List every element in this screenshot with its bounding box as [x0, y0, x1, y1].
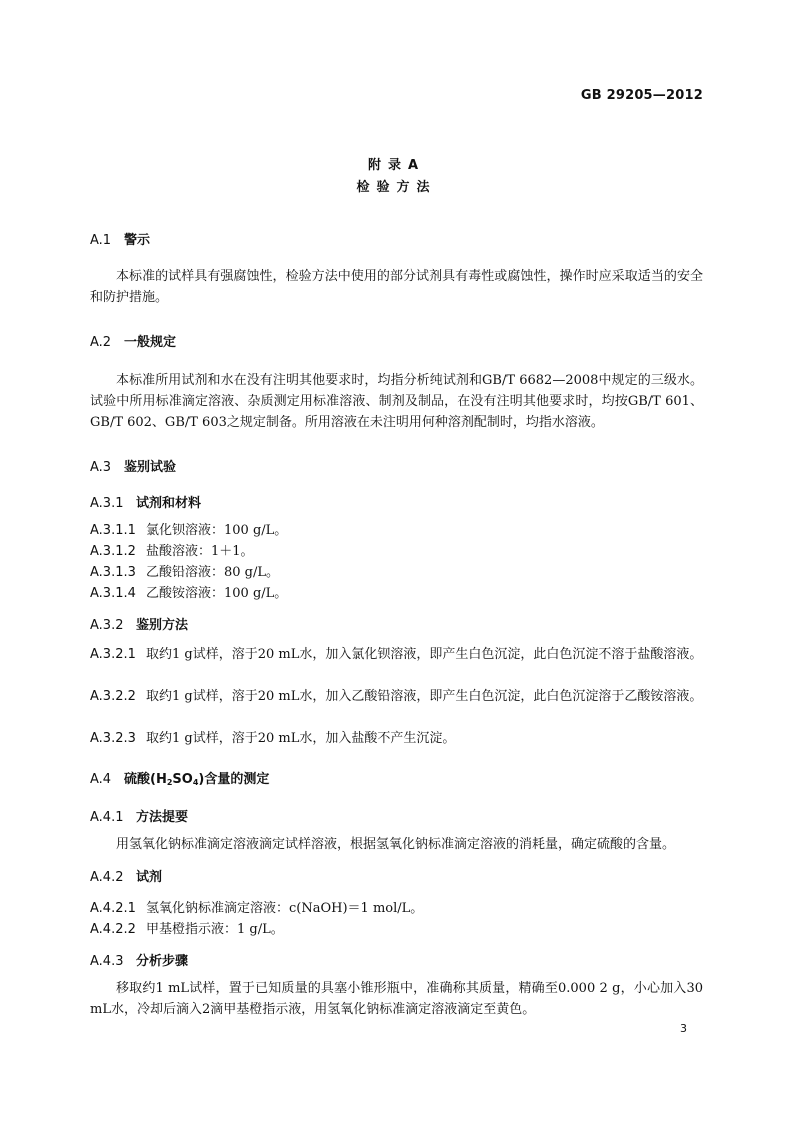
list-item: A.3.2.1 取约1 g试样，溶于20 mL水，加入氯化钡溶液，即产生白色沉淀，此白色沉淀不溶于盐酸溶液。	[90, 647, 703, 662]
section-heading-a41	[90, 806, 188, 825]
section-number: A.3.2	[90, 618, 124, 633]
standard-number: GB 29205—2012	[580, 88, 703, 103]
list-item: A.3.1.3 乙酸铅溶液：80 g/L。	[90, 565, 280, 580]
section-number: A.4.2	[90, 870, 124, 885]
section-number: A.3	[90, 460, 112, 475]
section-heading-a4: A.4 硫酸(H2SO4)含量的测定	[90, 772, 270, 787]
section-number: A.3.1	[90, 496, 124, 511]
list-item: A.3.1.4 乙酸铵溶液：100 g/L。	[90, 586, 288, 601]
paragraph-warning: 本标准的试样具有强腐蚀性，检验方法中使用的部分试剂具有毒性或腐蚀性，操作时应采取适当的安全和防护措施。	[90, 269, 703, 305]
section-number: A.4.3	[90, 954, 124, 969]
section-heading-a31	[90, 492, 201, 511]
section-title: 分析步骤	[136, 954, 189, 969]
list-item: A.3.1.2 盐酸溶液：1＋1。	[90, 544, 254, 559]
section-heading-a1	[90, 229, 150, 248]
section-title: 警示	[124, 233, 151, 248]
list-item: A.4.2.1 氢氧化钠标准滴定溶液：c(NaOH)＝1 mol/L。	[90, 901, 424, 916]
section-number: A.2	[90, 335, 112, 350]
section-title: 一般规定	[124, 335, 177, 350]
section-title: 方法提要	[136, 810, 189, 825]
appendix-title: 检验方法	[356, 180, 437, 195]
section-heading-a32	[90, 614, 188, 633]
paragraph-method-summary: 用氢氧化钠标准滴定溶液滴定试样溶液，根据氢氧化钠标准滴定溶液的消耗量，确定硫酸的含量。	[116, 837, 676, 852]
section-heading-a43	[90, 950, 188, 969]
section-title: 鉴别试验	[124, 460, 177, 475]
section-heading-a42	[90, 866, 162, 885]
list-item: A.3.2.3 取约1 g试样，溶于20 mL水，加入盐酸不产生沉淀。	[90, 731, 456, 746]
section-number: A.1	[90, 233, 112, 248]
section-number: A.4	[90, 772, 112, 787]
paragraph-general-rules: 本标准所用试剂和水在没有注明其他要求时，均指分析纯试剂和GB/T 6682—2008中规定的三级水。试验中所用标准滴定溶液、杂质测定用标准溶液、制剂及制品，在没有注明其他要求时，均按GB/T 601、GB/T 602、GB/T 603之规定制备。所用溶液在未注明用何种溶剂配制时，均指水溶液。	[90, 373, 703, 430]
appendix-label: 附录A	[367, 158, 426, 173]
page-number: 3	[680, 1022, 687, 1035]
section-number: A.4.1	[90, 810, 124, 825]
section-title: 试剂	[136, 870, 163, 885]
section-heading-a2	[90, 331, 176, 350]
list-item: A.4.2.2 甲基橙指示液：1 g/L。	[90, 922, 284, 937]
paragraph-analysis-steps: 移取约1 mL试样，置于已知质量的具塞小锥形瓶中，准确称其质量，精确至0.000 2 g，小心加入30 mL水，冷却后滴入2滴甲基橙指示液，用氢氧化钠标准滴定溶液滴定至黄色。	[90, 981, 703, 1017]
list-item: A.3.2.2 取约1 g试样，溶于20 mL水，加入乙酸铅溶液，即产生白色沉淀，此白色沉淀溶于乙酸铵溶液。	[90, 689, 703, 704]
list-item: A.3.1.1 氯化钡溶液：100 g/L。	[90, 523, 288, 538]
section-title: 鉴别方法	[136, 618, 189, 633]
section-heading-a3	[90, 456, 176, 475]
section-title: 试剂和材料	[136, 496, 202, 511]
